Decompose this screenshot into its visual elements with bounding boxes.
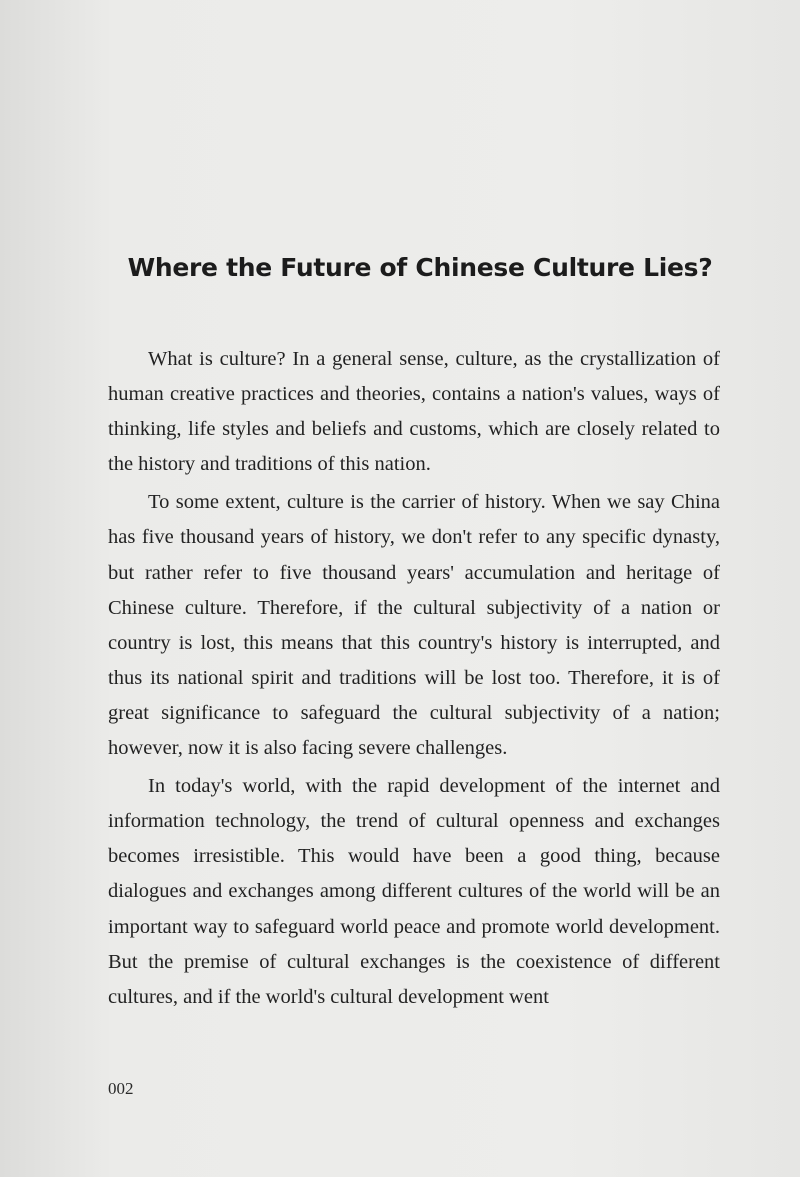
paragraph-3: In today's world, with the rapid development of the internet and information technology, the trend of cultural openness and exchanges becomes irresistible. This would have been a good thing, because dialogues and exchanges among different cultures of the world will be an important way to safeguard world peace and promote world development. But the premise of cultural exchanges is the coexistence of different cultures, and if the world's cultural development went (108, 775, 720, 1008)
body-text (108, 342, 720, 1018)
paragraph-2: To some extent, culture is the carrier of history. When we say China has five thousand years of history, we don't refer to any specific dynasty, but rather refer to five thousand years' accumulation and heritage of Chinese culture. Therefore, if the cultural subjectivity of a nation or country is lost, this means that this country's history is interrupted, and thus its national spirit and traditions will be lost too. Therefore, it is of great significance to safeguard the cultural subjectivity of a nation; however, now it is also facing severe challenges. (108, 491, 720, 760)
page-number: 002 (108, 1079, 134, 1098)
paragraph-1: What is culture? In a general sense, culture, as the crystallization of human creative practices and theories, contains a nation's values, ways of thinking, life styles and beliefs and customs, which are closely related to the history and traditions of this nation. (108, 348, 720, 476)
chapter-title: Where the Future of Chinese Culture Lies? (127, 252, 713, 282)
